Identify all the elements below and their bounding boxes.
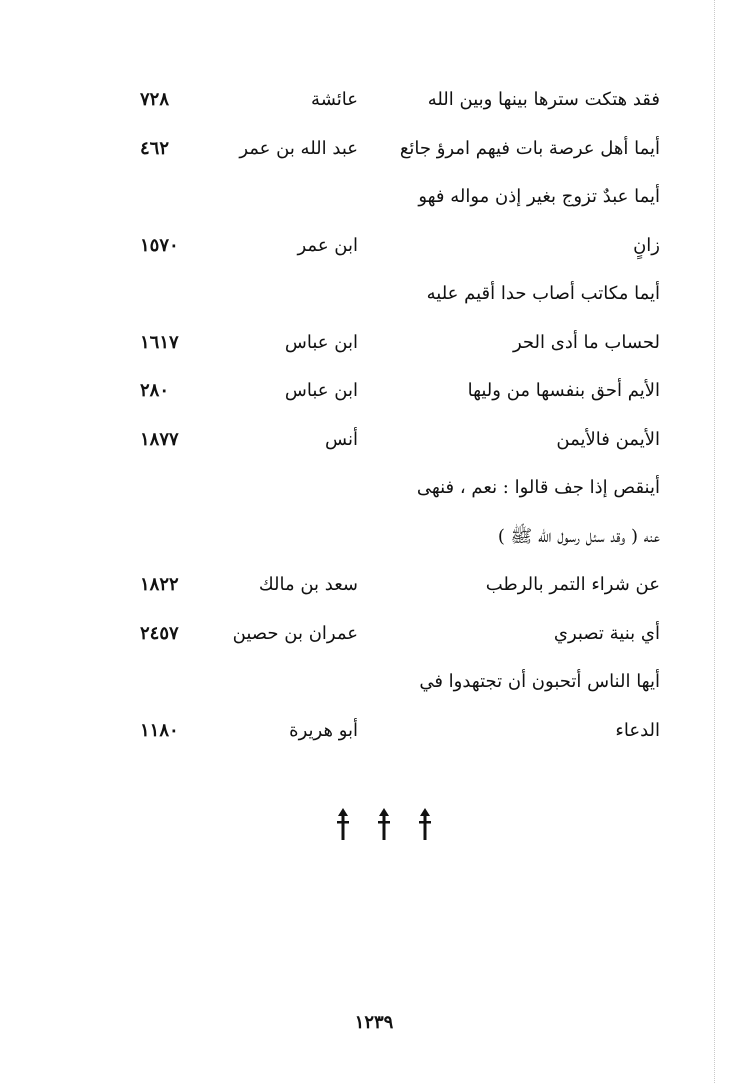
entry-text: زانٍ	[633, 234, 660, 256]
dagger-ornament-icon	[334, 806, 352, 842]
entry-text: الأيم أحق بنفسها من وليها	[467, 380, 660, 401]
entry-number: ١١٨٠	[140, 719, 179, 741]
entry-text: الدعاء	[615, 719, 660, 741]
entry-number: ٢٨٠	[140, 380, 170, 401]
entry-number: ١٨٧٧	[140, 428, 179, 450]
index-entry	[0, 127, 748, 176]
entry-number: ٧٢٨	[140, 89, 170, 110]
index-entry	[0, 175, 748, 224]
index-entry	[0, 369, 748, 418]
entry-text: الأيمن فالأيمن	[556, 428, 660, 450]
entry-number: ١٨٢٢	[140, 574, 179, 595]
entry-narrator: عمران بن حصين	[232, 622, 358, 644]
entry-text: أيما عبدٌ تزوج بغير إذن مواله فهو	[418, 186, 660, 207]
index-entry	[0, 321, 748, 370]
entry-text: لحساب ما أدى الحر	[512, 331, 660, 353]
entry-narrator: ابن عباس	[284, 331, 358, 353]
index-entry	[0, 515, 748, 564]
index-entry	[0, 563, 748, 612]
entry-text: أيما مكاتب أصاب حدا أقيم عليه	[426, 283, 660, 304]
index-entry	[0, 709, 748, 758]
index-entry	[0, 612, 748, 661]
entry-narrator: عبد الله بن عمر	[239, 137, 358, 159]
dagger-ornament-icon	[416, 806, 434, 842]
index-entry	[0, 272, 748, 321]
index-entry	[0, 418, 748, 467]
page-number: ١٢٣٩	[354, 1012, 394, 1033]
entry-narrator: أبو هريرة	[289, 719, 358, 741]
entry-narrator: أنس	[325, 428, 358, 450]
entry-narrator: عائشة	[311, 89, 358, 110]
entry-narrator: سعد بن مالك	[258, 574, 358, 595]
index-entry	[0, 466, 748, 515]
entry-number: ١٦١٧	[140, 331, 179, 353]
entry-number: ١٥٧٠	[140, 234, 179, 256]
entry-text: عنه ( وقد سئل رسول الله ﷺ )	[497, 525, 660, 547]
entry-narrator: ابن عمر	[297, 234, 358, 256]
entry-text: أي بنية تصبري	[553, 622, 660, 644]
index-entry	[0, 660, 748, 709]
entry-text: عن شراء التمر بالرطب	[485, 574, 660, 595]
entry-number: ٤٦٢	[140, 137, 170, 159]
dagger-ornament-icon	[375, 806, 393, 842]
index-entry	[0, 224, 748, 273]
index-entries-list	[0, 78, 748, 757]
entry-text: أيها الناس أتحبون أن تجتهدوا في	[419, 671, 660, 692]
entry-text: أيما أهل عرصة بات فيهم امرؤ جائع	[399, 137, 660, 159]
section-end-ornament	[334, 806, 434, 842]
index-entry	[0, 78, 748, 127]
entry-narrator: ابن عباس	[284, 380, 358, 401]
entry-text: فقد هتكت سترها بينها وبين الله	[427, 89, 660, 110]
entry-text: أينقص إذا جف قالوا : نعم ، فنهى	[416, 477, 660, 498]
entry-number: ٢٤٥٧	[140, 622, 179, 644]
